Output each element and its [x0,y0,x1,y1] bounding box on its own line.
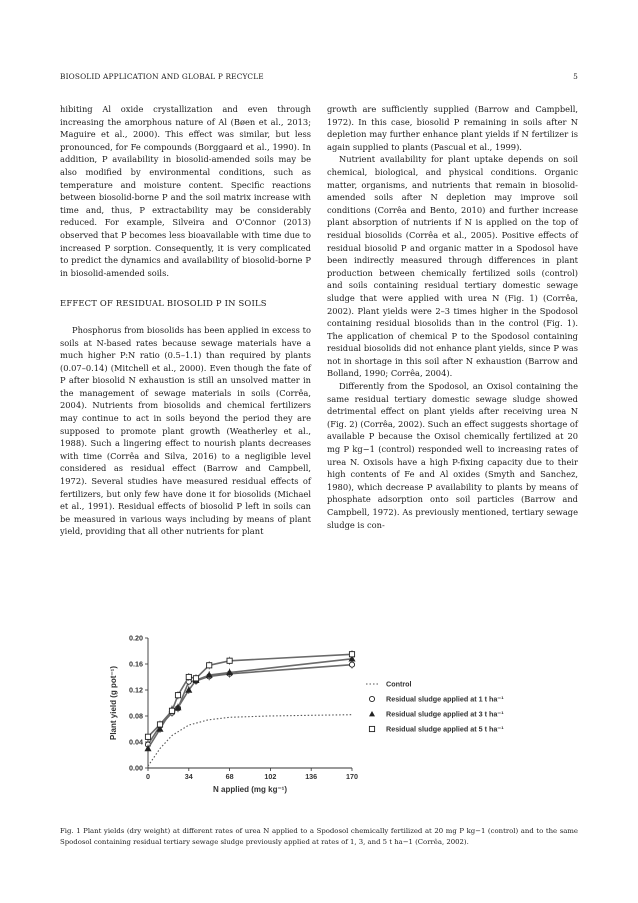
legend-label: Residual sludge applied at 1 t ha⁻¹ [386,694,504,704]
y-tick-label: 0.20 [129,633,143,643]
y-tick-label: 0.16 [129,659,143,669]
data-point [193,676,198,681]
x-axis-label: N applied (mg kg⁻¹) [213,785,287,794]
x-tick-label: 68 [225,772,234,781]
legend-label: Residual sludge applied at 3 t ha⁻¹ [386,709,504,719]
page-number: 5 [573,72,578,81]
y-axis-label: Plant yield (g pot⁻¹) [109,666,118,740]
paragraph: Phosphorus from biosolids has been applied in excess to soils at N-based rates because sewage materials have a much higher P:N ratio (0.5–1.1) than required by plants (0.07–0.14) (Mitchell et al., 2000). Even though the fate of P after biosolid N exhaustion is still an unsolved matter in the management of sewage materials in soils (Corrêa, 2004). Nutrients from biosolids and chemical fertilizers may continue to act in soils beyond the period they are supposed to promote plant growth (Weatherley et al., 1988). Such a lingering effect to nourish plants decreases with time (Corrêa and Silva, 2016) to a negligible level considered as residual effect (Barrow and Campbell, 1972). Several studies have measured residual effects of fertilizers, but only few have done it for biosolids (Michael et al., 1991). Residual effects of biosolid P left in soils can be measured in various ways including by means of plant yield, providing that all other nutrients for plant [60,324,311,537]
legend-swatch [369,726,374,731]
series-line [148,665,352,745]
y-tick-label: 0.08 [129,711,143,721]
paragraph: Nutrient availability for plant uptake depends on soil chemical, biological, and physical conditions. Organic matter, organisms, and nutrients that remain in biosolid-amended soils after N depletion may improve soil conditions (Corrêa and Bento, 2010) and further increase plant absorption of nutrients if N is applied on the top of residual biosolids (Corrêa et al., 2005). Positive effects of residual biosolid P and organic matter in a Spodosol have been indirectly measured through differences in plant production between chemically fertilized soils (control) and soils containing residual tertiary domestic sewage sludge that were applied with urea N (Fig. 1) (Corrêa, 2002). Plant yields were 2–3 times higher in the Spodosol containing residual biosolids than in the control (Fig. 1). The application of chemical P to the Spodosol containing residual biosolids did not enhance plant yields, since P was not in shortage in this soil after N exhaustion (Barrow and Bolland, 1990; Corrêa, 2004). [327,154,578,379]
legend-swatch [369,696,374,701]
running-title: BIOSOLID APPLICATION AND GLOBAL P RECYCLE [60,72,264,81]
running-header [60,72,578,84]
x-tick-label: 170 [346,772,358,781]
y-tick-label: 0.04 [129,737,143,747]
data-point [186,674,191,679]
x-tick-label: 34 [184,772,193,781]
figure-1 [60,630,578,820]
paragraph: hibiting Al oxide crystallization and even through increasing the amorphous nature of Al (Bøen et al., 2013; Maguire et al., 2000). This effect was similar, but less pronounced, for Fe compounds (Borggaard et al., 1990). In addition, P availability in biosolid-amended soils may be also modified by environmental conditions, such as temperature and moisture content. Specific reactions between biosolid-borne P and the soil matrix increase with time and, thus, P extractability may be considerably reduced. For example, Silveira and O'Connor (2013) observed that P becomes less bioavailable with time due to increased P sorption. Consequently, it is very complicated to predict the dynamics and availability of biosolid-borne P in biosolid-amended soils. [60,104,311,278]
data-point [227,658,232,663]
x-tick-label: 136 [305,772,318,781]
section-heading: EFFECT OF RESIDUAL BIOSOLID P IN SOILS [60,298,267,309]
paragraph: growth are sufficiently supplied (Barrow and Campbell, 1972). In this case, biosolid P remaining in soils after N depletion may further enhance plant yields if N fertilizer is again supplied to plants (Pascual et al., 1999). [327,104,578,152]
data-point [175,693,180,698]
paragraph: Differently from the Spodosol, an Oxisol containing the same residual tertiary domestic sewage sludge showed detrimental effect on plant yields after receiving urea N (Fig. 2) (Corrêa, 2002). Such an effect suggests shortage of available P because the Oxisol chemically fertilized at 20 mg P kg−1 (control) responded well to increasing rates of urea N. Oxisols have a high P-fixing capacity due to their high contents of Fe and Al oxides (Smyth and Sanchez, 1980), which decrease P availability to plants by means of phosphate adsorption onto soil particles (Barrow and Campbell, 1972). As previously mentioned, tertiary sewage sludge is con- [327,381,578,530]
x-tick-label: 0 [146,772,150,781]
data-point [169,708,174,713]
y-tick-label: 0.12 [129,685,143,695]
data-point [349,662,354,667]
data-point [145,734,150,739]
data-point [207,663,212,668]
legend-label: Control [386,679,412,689]
x-tick-label: 102 [264,772,277,781]
legend-swatch [369,711,375,716]
y-tick-label: 0.00 [129,763,143,773]
series-line [148,715,352,766]
data-point [349,652,354,657]
data-point [157,722,162,727]
right-column [327,103,578,531]
left-column [60,103,311,538]
legend-label: Residual sludge applied at 5 t ha⁻¹ [386,724,504,734]
figure-caption: Fig. 1 Plant yields (dry weight) at different rates of urea N applied to a Spodosol chemically fertilized at 20 mg P kg−1 (control) and to the same Spodosol containing residual tertiary sewage sludge previously applied at rates of 1, 3, and 5 t ha−1 (Corrêa, 2002). [60,827,578,847]
plant-yield-chart [60,630,578,820]
